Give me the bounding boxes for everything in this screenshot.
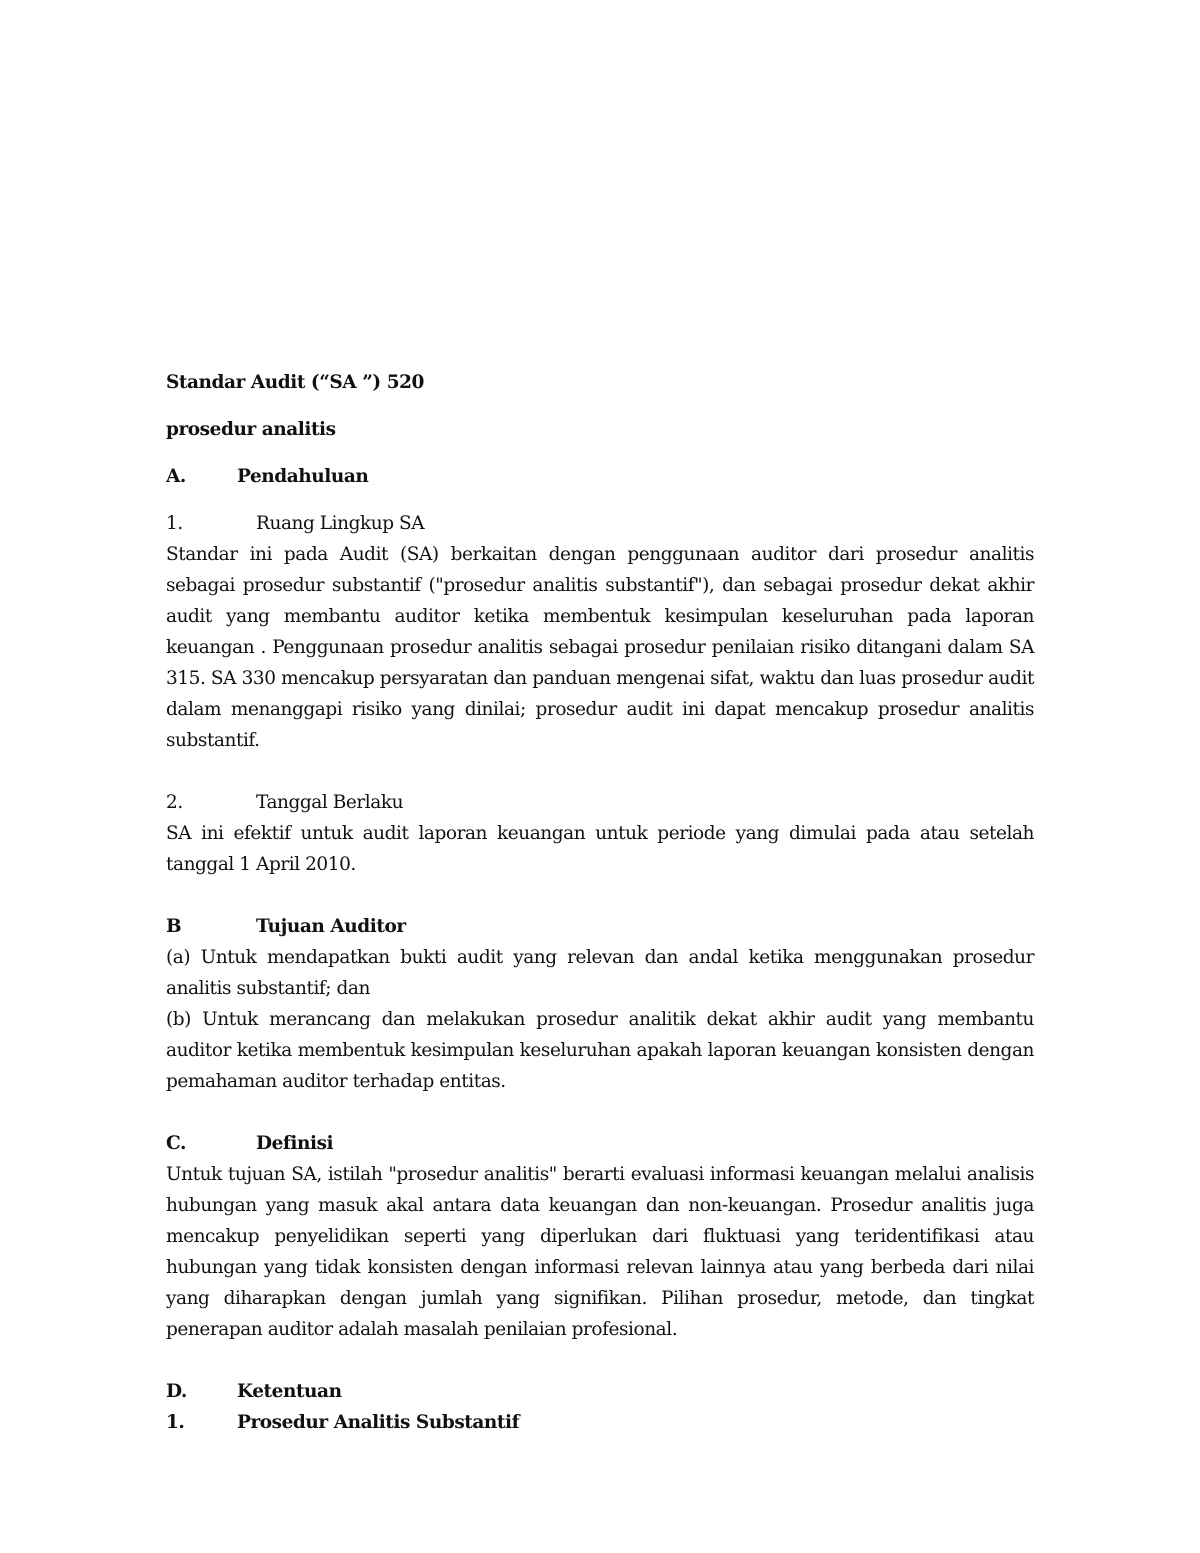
section-a-marker: A. xyxy=(166,466,186,487)
section-d-heading xyxy=(166,1376,1034,1407)
section-d-item1-title: Prosedur Analitis Substantif xyxy=(237,1412,520,1433)
section-b-point-b: (b) Untuk merancang dan melakukan prosedur analitik dekat akhir audit yang membantu auditor ketika membentuk kesimpulan keseluruhan apakah laporan keuangan konsisten dengan pemahaman auditor terhadap entitas. xyxy=(166,1009,1034,1092)
section-a-item2-paragraph: SA ini efektif untuk audit laporan keuangan untuk periode yang dimulai pada atau setelah tanggal 1 April 2010. xyxy=(166,823,1034,875)
section-b-point-a: (a) Untuk mendapatkan bukti audit yang relevan dan andal ketika menggunakan prosedur analitis substantif; dan xyxy=(166,947,1034,999)
section-b-heading xyxy=(166,911,1034,942)
section-b-marker: B xyxy=(166,916,182,937)
section-a-item1-paragraph: Standar ini pada Audit (SA) berkaitan dengan penggunaan auditor dari prosedur analitis sebagai prosedur substantif ("prosedur analitis substantif"), dan sebagai prosedur dekat akhir audit yang membantu auditor ketika membentuk kesimpulan keseluruhan pada laporan keuangan . Penggunaan prosedur analitis sebagai prosedur penilaian risiko ditangani dalam SA 315. SA 330 mencakup persyaratan dan panduan mengenai sifat, waktu dan luas prosedur audit dalam menanggapi risiko yang dinilai; prosedur audit ini dapat mencakup prosedur analitis substantif. xyxy=(166,544,1034,751)
section-a-heading xyxy=(166,461,1034,492)
section-a-item2-title: Tanggal Berlaku xyxy=(256,792,404,813)
section-b-title: Tujuan Auditor xyxy=(256,916,406,937)
section-a-item1-number: 1. xyxy=(166,513,183,534)
section-d-title: Ketentuan xyxy=(237,1381,342,1402)
section-a-item1-heading xyxy=(166,508,1034,539)
document-title: Standar Audit (“SA ”) 520 xyxy=(166,372,424,393)
section-c-marker: C. xyxy=(166,1133,186,1154)
document-subtitle: prosedur analitis xyxy=(166,419,336,440)
section-a-item1-title: Ruang Lingkup SA xyxy=(256,513,425,534)
section-a-item2-heading xyxy=(166,787,1034,818)
section-c-paragraph: Untuk tujuan SA, istilah "prosedur analitis" berarti evaluasi informasi keuangan melalui analisis hubungan yang masuk akal antara data keuangan dan non-keuangan. Prosedur analitis juga mencakup penyelidikan seperti yang diperlukan dari fluktuasi yang teridentifikasi atau hubungan yang tidak konsisten dengan informasi relevan lainnya atau yang berbeda dari nilai yang diharapkan dengan jumlah yang signifikan. Pilihan prosedur, metode, dan tingkat penerapan auditor adalah masalah penilaian profesional. xyxy=(166,1164,1034,1340)
document-body xyxy=(166,367,1034,1438)
section-a-item2-number: 2. xyxy=(166,792,183,813)
section-a-title: Pendahuluan xyxy=(237,466,369,487)
section-d-item1-heading xyxy=(166,1407,1034,1438)
section-d-marker: D. xyxy=(166,1381,187,1402)
section-c-heading xyxy=(166,1128,1034,1159)
section-d-item1-number: 1. xyxy=(166,1412,185,1433)
section-c-title: Definisi xyxy=(256,1133,334,1154)
